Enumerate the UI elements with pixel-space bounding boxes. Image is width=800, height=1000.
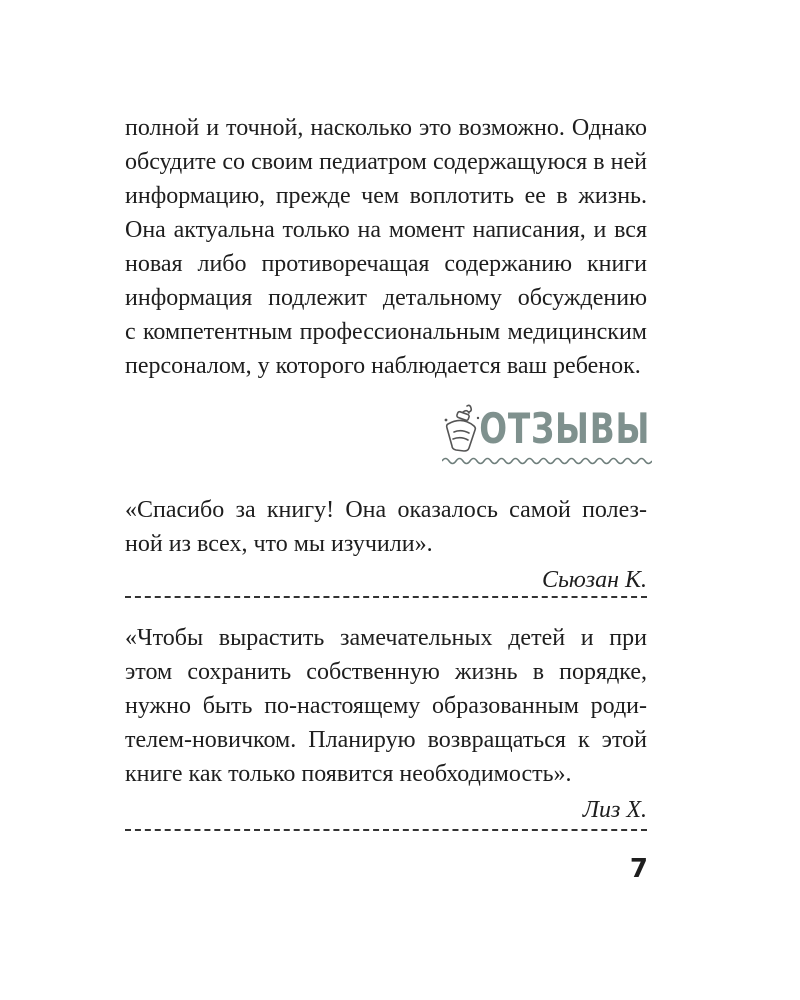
text-line: с компетентным профессиональным медицинским — [125, 319, 647, 345]
review-card — [125, 621, 647, 829]
dashed-divider — [125, 596, 647, 598]
text-line: полной и точной, насколько это возможно. Однако — [125, 115, 647, 141]
review-line: этом сохранить собственную жизнь в порядке, — [125, 659, 647, 685]
text-line: Она актуальна только на момент написания, и вся — [125, 217, 647, 243]
baby-bottle-icon — [440, 402, 484, 454]
intro-paragraph — [125, 111, 647, 383]
text-line: информацию, прежде чем воплотить ее в жизнь. — [125, 183, 647, 209]
review-author: Сьюзан К. — [541, 567, 647, 593]
review-line: нужно быть по-настоящему образованным роди- — [125, 693, 647, 719]
review-line: ной из всех, что мы изучили». — [125, 531, 433, 557]
text-line: обсудите со своим педиатром содержащуюся в ней — [125, 149, 647, 175]
review-line: «Чтобы вырастить замечательных детей и при — [125, 625, 647, 651]
review-line: «Спасибо за книгу! Она оказалось самой полез- — [125, 497, 647, 523]
dashed-divider — [125, 829, 647, 831]
text-line: информация подлежит детальному обсуждению — [125, 285, 647, 311]
review-author: Лиз Х. — [582, 797, 647, 823]
wavy-divider — [442, 452, 652, 470]
page-number: 7 — [629, 854, 648, 884]
review-line: телем-новичком. Планирую возвращаться к этой — [125, 727, 647, 753]
review-line: книге как только появится необходимость». — [125, 761, 572, 787]
review-card — [125, 493, 647, 599]
section-title: ОТЗЫВЫ — [478, 404, 650, 453]
text-line: новая либо противоречащая содержанию книги — [125, 251, 647, 277]
text-line: персоналом, у которого наблюдается ваш ребенок. — [125, 353, 641, 379]
